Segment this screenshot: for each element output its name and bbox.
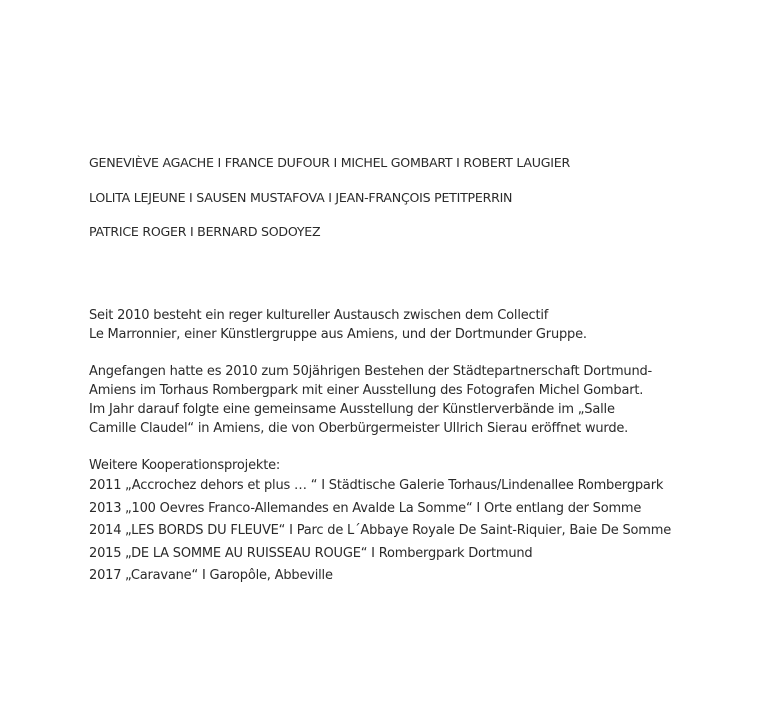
project-item <box>89 543 671 566</box>
intro-text <box>89 306 671 588</box>
text-line: Le Marronnier, einer Künstlergruppe aus Amiens, und der Dortmunder Gruppe. <box>89 327 587 343</box>
project-year: 2011 <box>89 478 122 494</box>
text-line: Amiens im Torhaus Rombergpark mit einer Ausstellung des Fotografen Michel Gombart. <box>89 382 644 398</box>
project-item <box>89 520 671 543</box>
project-text: „LES BORDS DU FLEUVE“ I Parc de L´Abbaye Royale De Saint-Riquier, Baie De Somme <box>125 523 672 539</box>
text-line: Seit 2010 besteht ein reger kultureller Austausch zwischen dem Collectif <box>89 308 549 323</box>
text-line: Angefangen hatte es 2010 zum 50jährigen Bestehen der Städtepartnerschaft Dortmund- <box>89 363 653 379</box>
project-year: 2015 <box>89 545 122 561</box>
project-text: „DE LA SOMME AU RUISSEAU ROUGE“ I Rombergpark Dortmund <box>125 545 533 561</box>
text-line: Camille Claudel“ in Amiens, die von Oberbürgermeister Ullrich Sierau eröffnet wurde. <box>89 421 629 437</box>
project-text: „Caravane“ I Garopôle, Abbeville <box>125 568 333 584</box>
intro-paragraph <box>89 306 671 345</box>
projects-heading: Weitere Kooperationsprojekte: <box>89 457 281 473</box>
project-item <box>89 498 671 521</box>
project-year: 2017 <box>89 568 122 584</box>
project-year: 2013 <box>89 500 122 516</box>
artist-line: LOLITA LEJEUNE I SAUSEN MUSTAFOVA I JEAN-FRANÇOIS PETITPERRIN <box>89 189 513 205</box>
project-item <box>89 565 671 588</box>
project-year: 2014 <box>89 523 122 539</box>
history-paragraph <box>89 362 671 439</box>
project-list <box>89 456 671 588</box>
artist-line: GENEVIÈVE AGACHE I FRANCE DUFOUR I MICHEL GOMBART I ROBERT LAUGIER <box>89 155 570 170</box>
artist-list <box>89 154 570 258</box>
project-item <box>89 475 671 498</box>
project-text: „100 Oevres Franco-Allemandes en Avalde La Somme“ I Orte entlang der Somme <box>125 500 642 516</box>
artist-line: PATRICE ROGER I BERNARD SODOYEZ <box>89 224 321 239</box>
project-text: „Accrochez dehors et plus … “ I Städtische Galerie Torhaus/Lindenallee Rombergpark <box>125 478 664 494</box>
text-line: Im Jahr darauf folgte eine gemeinsame Ausstellung der Künstlerverbände im „Salle <box>89 402 615 418</box>
